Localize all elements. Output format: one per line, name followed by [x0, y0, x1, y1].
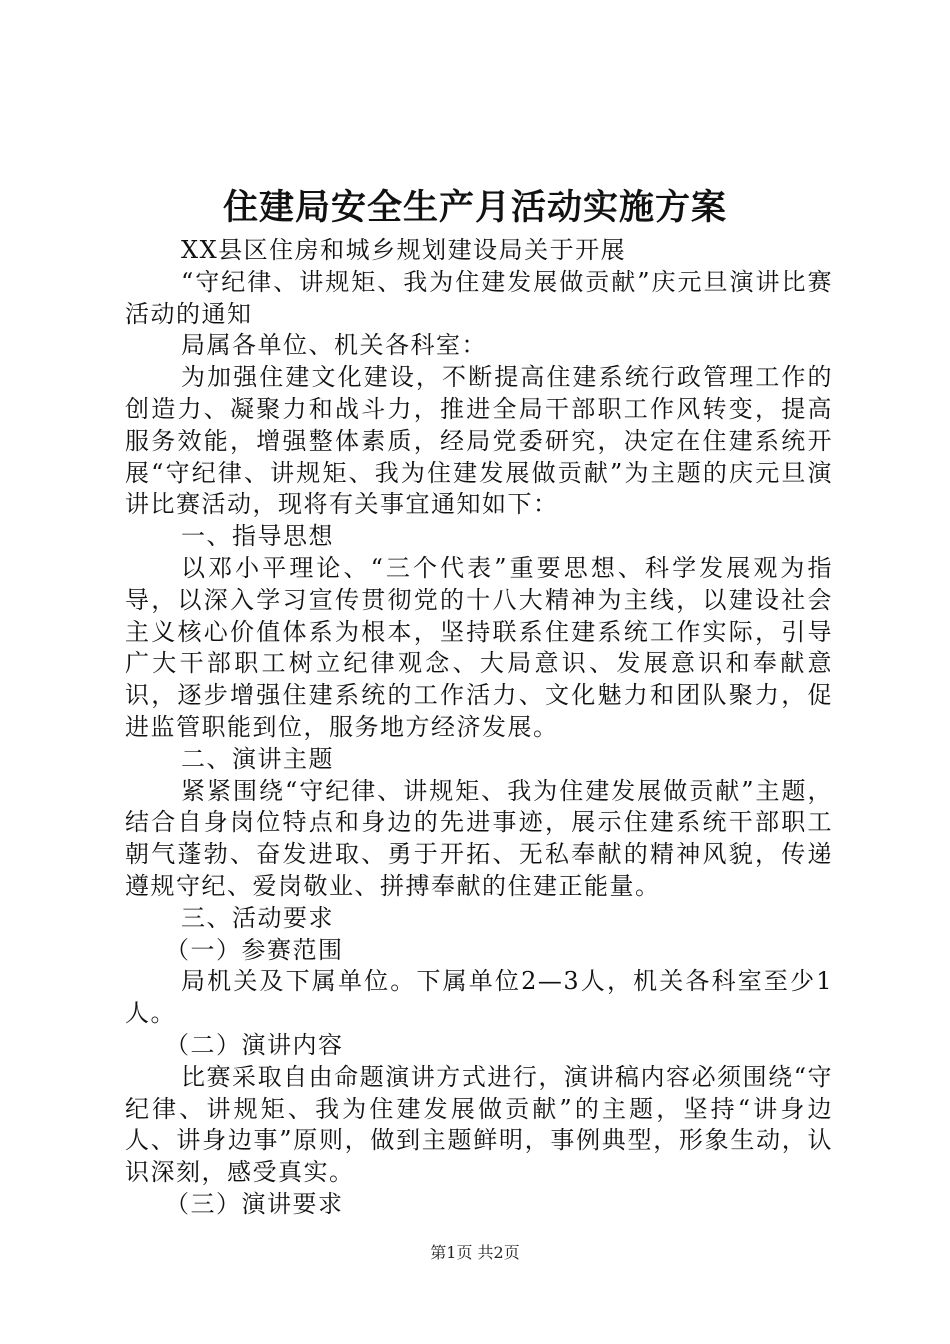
- paragraph: 紧紧围绕“守纪律、讲规矩、我为住建发展做贡献”主题，结合自身岗位特点和身边的先进事迹，展示住建系统干部职工朝气蓬勃、奋发进取、勇于开拓、无私奉献的精神风貌，传递遵规守纪、爱岗敬业、拼搏奉献的住建正能量。: [125, 776, 833, 900]
- subsection-heading: （三）演讲要求: [165, 1189, 344, 1218]
- paragraph: 以邓小平理论、“三个代表”重要思想、科学发展观为指导，以深入学习宣传贯彻党的十八大精神为主线，以建设社会主义核心价值体系为根本，坚持联系住建系统工作实际，引导广大干部职工树立纪律观念、大局意识、发展意识和奉献意识，逐步增强住建系统的工作活力、文化魅力和团队聚力，促进监管职能到位，服务地方经济发展。: [125, 553, 833, 741]
- page-footer: 第1页 共2页: [430, 1243, 520, 1262]
- paragraph: 局机关及下属单位。下属单位2—3人，机关各科室至少1人。: [125, 967, 833, 1028]
- subsection-heading: （一）参赛范围: [165, 935, 344, 964]
- section-heading: 三、活动要求: [181, 903, 334, 932]
- document-body: [125, 235, 833, 1221]
- paragraph: “守纪律、讲规矩、我为住建发展做贡献”庆元旦演讲比赛活动的通知: [125, 267, 833, 328]
- paragraph: 比赛采取自由命题演讲方式进行，演讲稿内容必须围绕“守纪律、讲规矩、我为住建发展做贡献”的主题，坚持“讲身边人、讲身边事”原则，做到主题鲜明，事例典型，形象生动，认识深刻，感受真实。: [125, 1062, 833, 1187]
- section-heading: 二、演讲主题: [181, 744, 334, 773]
- document-title: 住建局安全生产月活动实施方案: [222, 188, 727, 228]
- paragraph: 局属各单位、机关各科室：: [181, 331, 487, 360]
- section-heading: 一、指导思想: [181, 522, 334, 551]
- subsection-heading: （二）演讲内容: [165, 1030, 344, 1059]
- paragraph: XX县区住房和城乡规划建设局关于开展: [181, 236, 627, 264]
- paragraph: 为加强住建文化建设，不断提高住建系统行政管理工作的创造力、凝聚力和战斗力，推进全局干部职工作风转变，提高服务效能，增强整体素质，经局党委研究，决定在住建系统开展“守纪律、讲规矩、我为住建发展做贡献”为主题的庆元旦演讲比赛活动，现将有关事宜通知如下：: [125, 363, 833, 519]
